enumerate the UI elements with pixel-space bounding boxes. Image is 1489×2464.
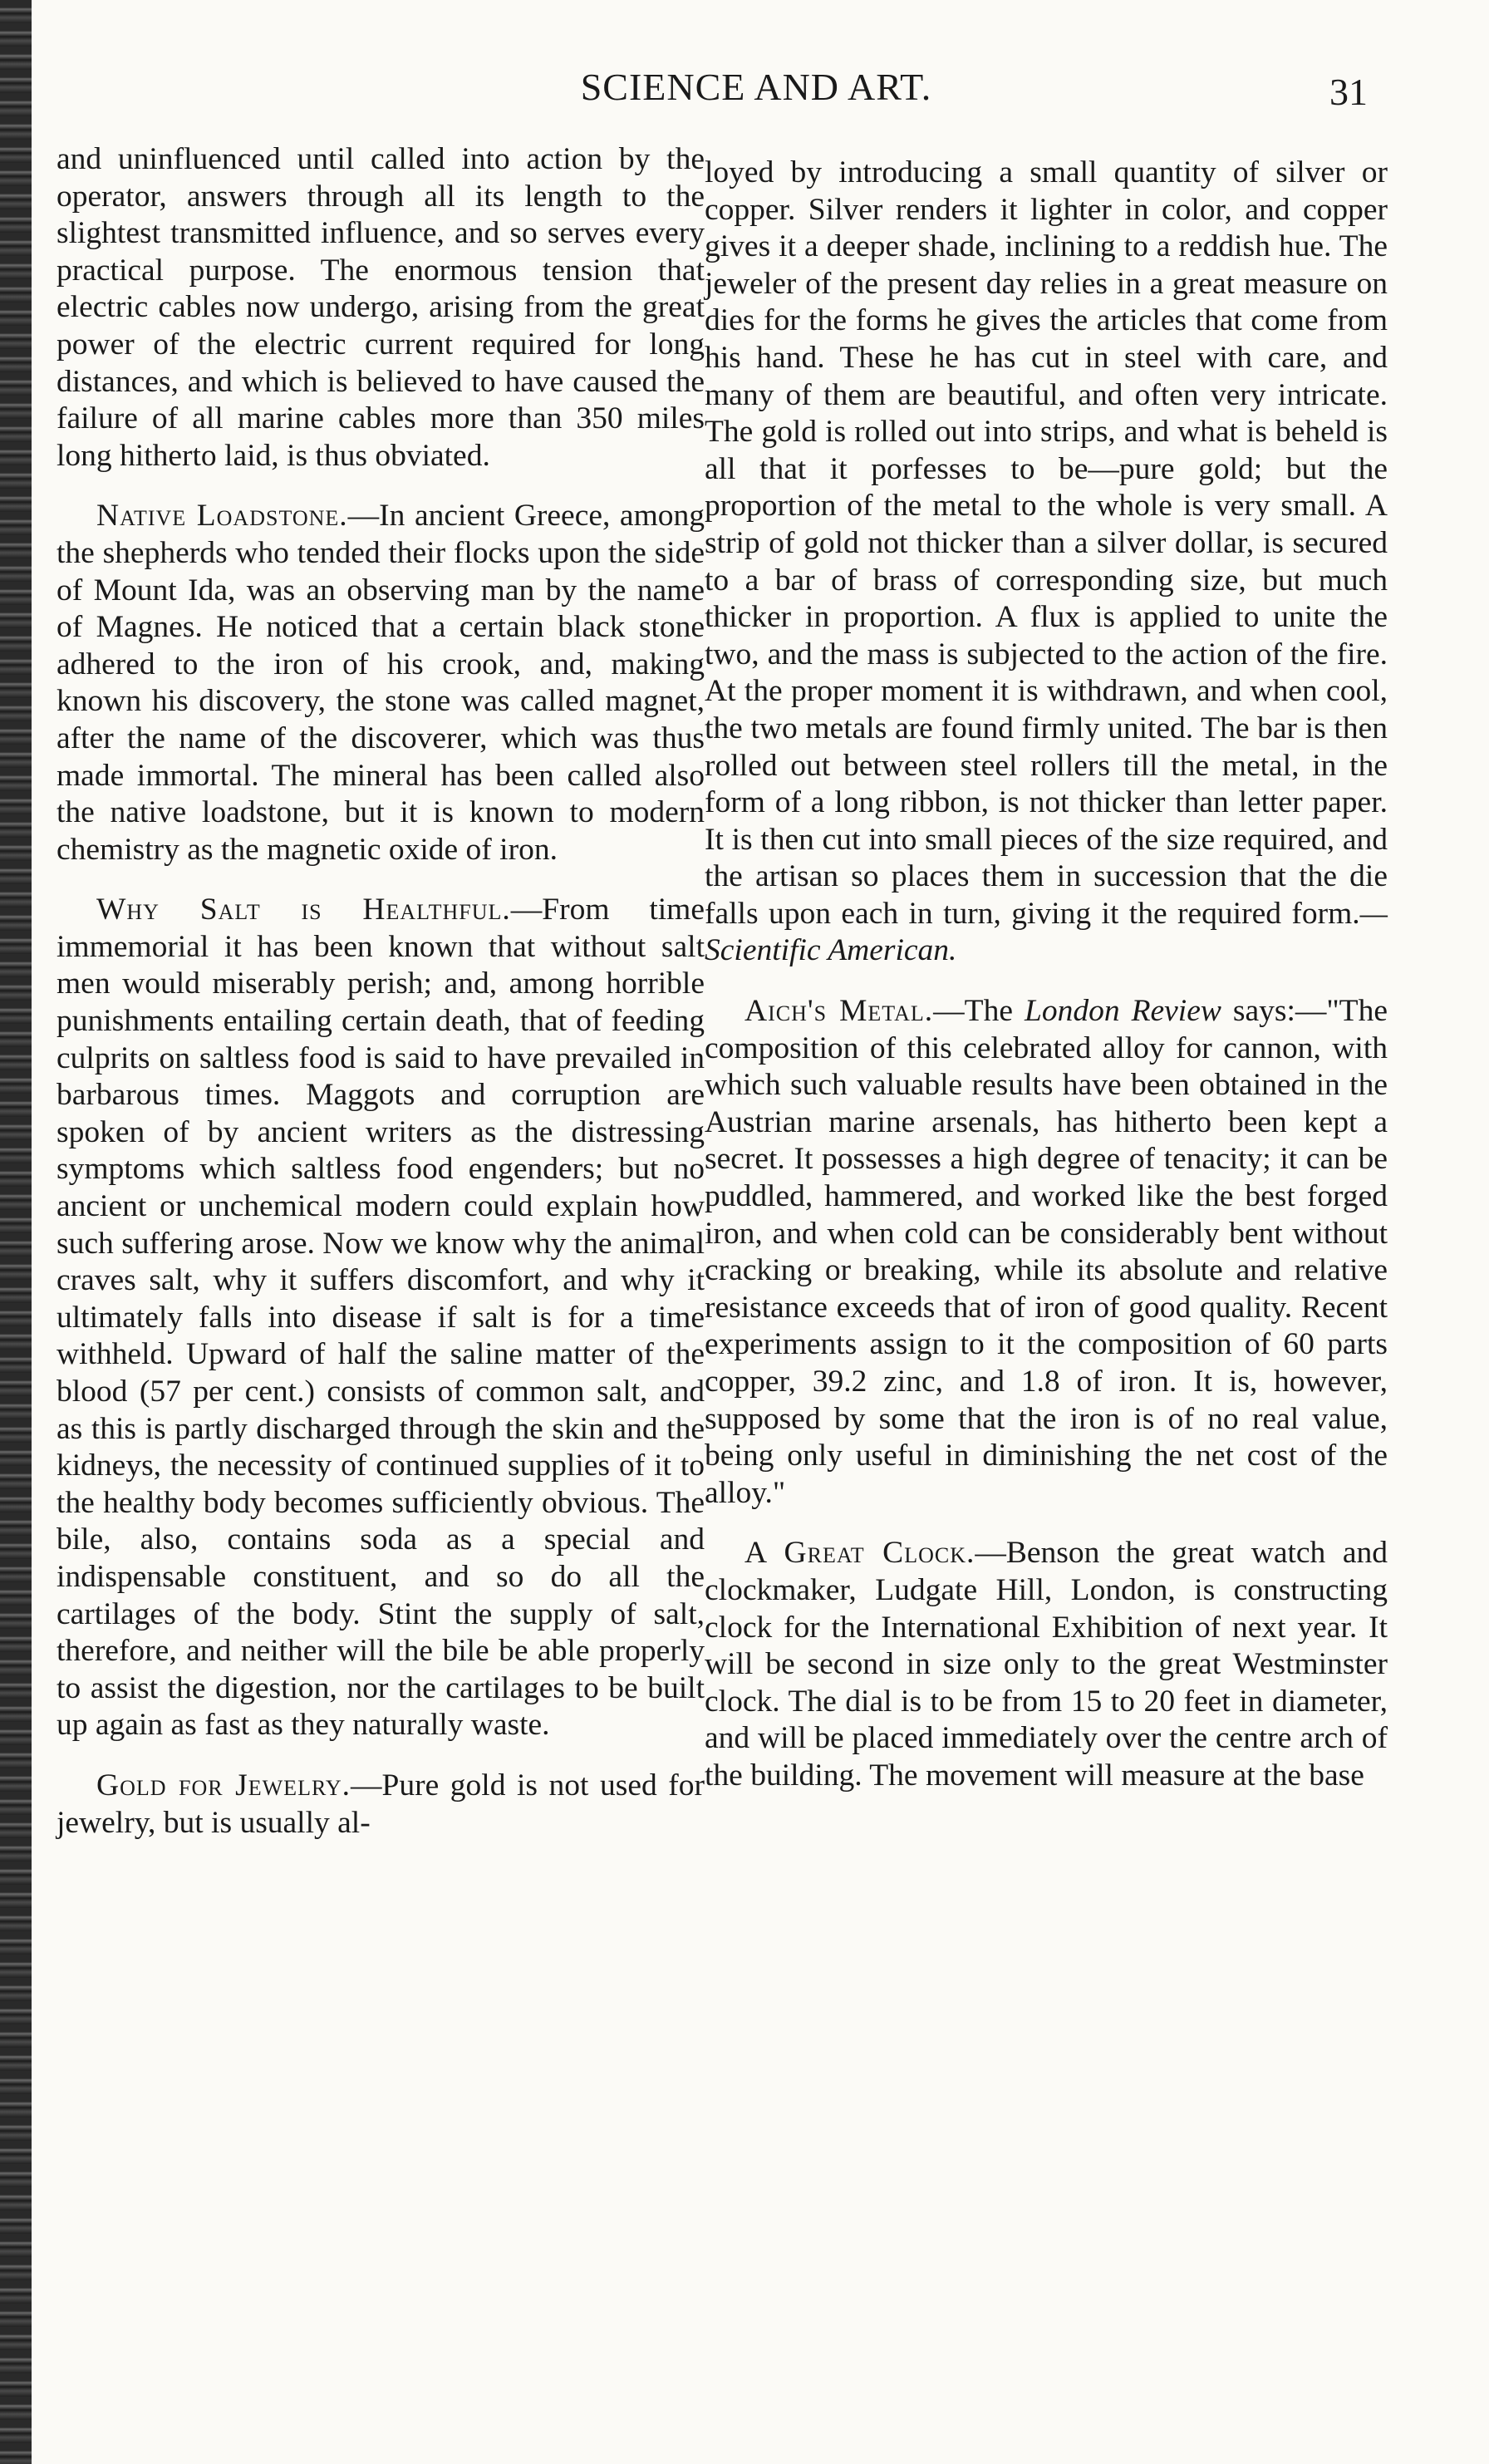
article-body: —In ancient Greece, among the shepherds who tended their flocks upon the side of Mount Ida, was an observing man by the name of Magnes. He noticed that a certain black stone adhered to the iron of his crook, and, making known his discovery, the stone was called magnet, after the name of the discoverer, which was thus made immortal. The mineral has been called also the native loadstone, but it is known to modern chemistry as the magnetic oxide of iron. (57, 499, 705, 867)
article-title: Aich's Metal. (744, 994, 934, 1029)
page-number: 31 (1329, 71, 1368, 113)
article-aichs-metal (705, 993, 1388, 1512)
article-body: —From time immemorial it has been known that without salt men would miserably perish; and, among horrible punishments entailing certain death, that of feeding culprits on saltless food is said to have prevailed in barbarous times. Maggots and corruption are spoken of by ancient writers as the distressing symptoms which saltless food engenders; but no ancient or unchemical modern could explain how such suffering arose. Now we know why the animal craves salt, why it suffers discomfort, and why it ultimately falls into disease if salt is for a time withheld. Upward of half the saline matter of the blood (57 per cent.) consists of common salt, and as this is partly discharged through the skin and the kidneys, the necessity of continued supplies of it to the healthy body becomes sufficiently obvious. The bile, also, contains soda as a special and indispensable constituent, and so do all the cartilages of the body. Stint the supply of salt, therefore, and neither will the bile be able properly to assist the digestion, nor the cartilages to be built up again as fast as they naturally waste. (57, 893, 705, 1743)
continued-paragraph: and uninfluenced until called into action by the operator, answers through all its length to the slightest transmitted influence, and so serves every practical purpose. The enormous tension that electric cables now undergo, arising from the great power of the electric current required for long distances, and which is believed to have caused the failure of all marine cables more than 350 miles long hitherto laid, is thus obviated. (57, 142, 705, 473)
source-credit: —Scientific American. (705, 896, 1388, 968)
article-title: Why Salt is Healthful. (96, 893, 511, 927)
article-body: —Pure gold is not used for jewelry, but is usually al- (57, 1768, 705, 1840)
article-title: Gold for Jewelry. (96, 1768, 351, 1803)
article-gold-for-jewelry (57, 1768, 705, 1842)
left-column (57, 141, 705, 1865)
article-a-great-clock (705, 1535, 1388, 1794)
article-body: loyed by introducing a small quantity of silver or copper. Silver renders it lighter in color, and copper gives it a deeper shade, inclining to a reddish hue. The jeweler of the present day relies in a great measure on dies for the forms he gives the articles that come from his hand. These he has cut in steel with care, and many of them are beautiful, and often very intricate. The gold is rolled out into strips, and what is beheld is all that it porfesses to be—pure gold; but the proportion of the metal to the whole is very small. A strip of gold not thicker than a silver dollar, is secured to a bar of brass of corresponding size, but much thicker in proportion. A flux is applied to unite the two, and the mass is subjected to the action of the fire. At the proper moment it is withdrawn, and when cool, the two metals are found firmly united. The bar is then rolled out between steel rollers till the metal, in the form of a long ribbon, is not thicker than letter paper. It is then cut into small pieces of the size required, and the artisan so places them in succession that the die falls upon each in turn, giving it the required form. (705, 155, 1388, 931)
page-header (0, 65, 1489, 123)
article-native-loadstone (57, 498, 705, 868)
article-body: says:—"The composition of this celebrated alloy for cannon, with which such valuable results have been obtained in the Austrian marine arsenals, has hitherto been kept a secret. It possesses a high degree of tenacity; it can be puddled, hammered, and worked like the best forged iron, and when cold can be considerably bent without cracking or breaking, while its absolute and relative resistance exceeds that of iron of good quality. Recent experiments assign to it the composition of 60 parts copper, 39.2 zinc, and 1.8 of iron. It is, however, supposed by some that the iron is of no real value, being only useful in diminishing the net cost of the alloy." (705, 994, 1388, 1510)
article-why-salt-is-healthful (57, 892, 705, 1744)
running-title: SCIENCE AND ART. (580, 66, 932, 108)
article-title: A Great Clock. (744, 1536, 975, 1571)
source-credit: London Review (1024, 994, 1221, 1029)
book-binding-edge (0, 0, 32, 2464)
right-column (705, 155, 1388, 1818)
continued-paragraph (705, 155, 1388, 970)
article-title: Native Loadstone. (96, 499, 348, 534)
article-body: —Benson the great watch and clockmaker, Ludgate Hill, London, is constructing clock for the International Exhibition of next year. It will be second in size only to the great Westminster clock. The dial is to be from 15 to 20 feet in diameter, and will be placed immediately over the centre arch of the building. The movement will measure at the base (705, 1536, 1388, 1793)
article-intro: —The (933, 994, 1025, 1029)
